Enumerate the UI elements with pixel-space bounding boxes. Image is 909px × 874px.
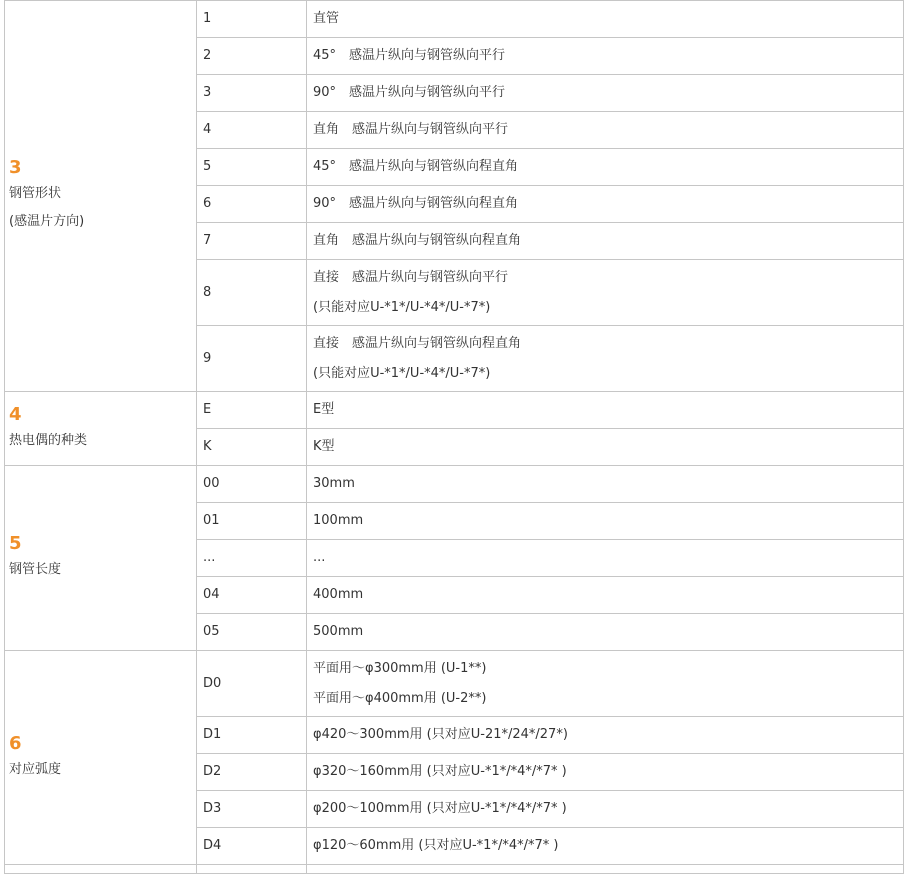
category-cell [5, 651, 197, 865]
code-cell [197, 865, 307, 874]
desc-cell [307, 223, 904, 260]
desc-cell [307, 260, 904, 326]
code-cell: 2 [197, 38, 307, 75]
category-number: 3 [9, 157, 22, 178]
desc-text: 100mm [313, 513, 364, 528]
desc-text: φ200～100mm用 (只对应U-*1*/*4*/*7* ) [313, 801, 567, 816]
desc-cell [307, 651, 904, 717]
desc-text: 直接 感温片纵向与钢管纵向程直角 [313, 335, 522, 351]
desc-cell [307, 614, 904, 651]
category-number: 5 [9, 533, 22, 554]
code-cell: 4 [197, 112, 307, 149]
category-cell [5, 1, 197, 392]
desc-cell [307, 429, 904, 466]
code-cell: D2 [197, 754, 307, 791]
desc-cell [307, 466, 904, 503]
desc-text: 直角 感温片纵向与钢管纵向程直角 [313, 233, 522, 248]
code-cell: 04 [197, 577, 307, 614]
category-name: 对应弧度 [9, 761, 62, 777]
desc-text: 直角 感温片纵向与钢管纵向平行 [313, 122, 509, 137]
code-cell: D1 [197, 717, 307, 754]
desc-text: E型 [313, 402, 335, 417]
code-cell: 9 [197, 326, 307, 392]
desc-text: 45° 感温片纵向与钢管纵向平行 [313, 48, 506, 63]
desc-cell [307, 112, 904, 149]
code-cell: 3 [197, 75, 307, 112]
desc-cell [307, 717, 904, 754]
table-row [5, 466, 904, 503]
code-cell: D0 [197, 651, 307, 717]
desc-text: φ320～160mm用 (只对应U-*1*/*4*/*7* ) [313, 764, 567, 779]
category-cell [5, 392, 197, 466]
desc-text: 500mm [313, 624, 364, 639]
desc-cell [307, 791, 904, 828]
category-cell [5, 466, 197, 651]
code-cell: K [197, 429, 307, 466]
code-cell: 7 [197, 223, 307, 260]
desc-cell [307, 540, 904, 577]
table-row [5, 1, 904, 38]
desc-cell [307, 828, 904, 865]
spec-table [4, 0, 904, 874]
category-number: 6 [9, 732, 22, 754]
code-cell: D3 [197, 791, 307, 828]
desc-cell [307, 503, 904, 540]
code-cell: 5 [197, 149, 307, 186]
code-cell: 05 [197, 614, 307, 651]
table-row [5, 651, 904, 717]
code-cell: E [197, 392, 307, 429]
code-cell: 00 [197, 466, 307, 503]
desc-cell [307, 392, 904, 429]
desc-text: 直管 [313, 11, 340, 26]
table-row [5, 865, 904, 874]
code-cell: ... [197, 540, 307, 577]
category-name: 热电偶的种类 [9, 432, 88, 448]
desc-text: ... [313, 550, 326, 565]
category-note: (感温片方向) [9, 214, 85, 229]
desc-text: K型 [313, 439, 335, 454]
desc-note: (只能对应U-*1*/U-*4*/U-*7*) [313, 365, 491, 381]
code-cell: 01 [197, 503, 307, 540]
desc-cell [307, 865, 904, 874]
desc-text: 90° 感温片纵向与钢管纵向程直角 [313, 196, 519, 211]
code-cell: 6 [197, 186, 307, 223]
category-number: 4 [9, 403, 22, 425]
desc-cell [307, 75, 904, 112]
desc-text: 30mm [313, 476, 355, 491]
desc-note: (只能对应U-*1*/U-*4*/U-*7*) [313, 299, 491, 315]
desc-cell [307, 1, 904, 38]
desc-text: 平面用～φ400mm用 (U-2**) [313, 690, 487, 706]
desc-text: 直接 感温片纵向与钢管纵向平行 [313, 269, 509, 285]
desc-cell [307, 38, 904, 75]
category-name: 钢管形状 [9, 186, 62, 201]
desc-text: 45° 感温片纵向与钢管纵向程直角 [313, 159, 519, 174]
desc-text: 400mm [313, 587, 364, 602]
code-cell: 8 [197, 260, 307, 326]
desc-text: φ120～60mm用 (只对应U-*1*/*4*/*7* ) [313, 838, 559, 853]
desc-text: 90° 感温片纵向与钢管纵向平行 [313, 85, 506, 100]
desc-cell [307, 326, 904, 392]
category-name: 钢管长度 [9, 562, 62, 577]
desc-cell [307, 754, 904, 791]
code-cell: D4 [197, 828, 307, 865]
code-cell: 1 [197, 1, 307, 38]
desc-text: φ420～300mm用 (只对应U-21*/24*/27*) [313, 727, 568, 742]
desc-cell [307, 186, 904, 223]
category-cell [5, 865, 197, 874]
table-row [5, 392, 904, 429]
desc-cell [307, 149, 904, 186]
desc-text: 平面用～φ300mm用 (U-1**) [313, 660, 487, 676]
desc-cell [307, 577, 904, 614]
